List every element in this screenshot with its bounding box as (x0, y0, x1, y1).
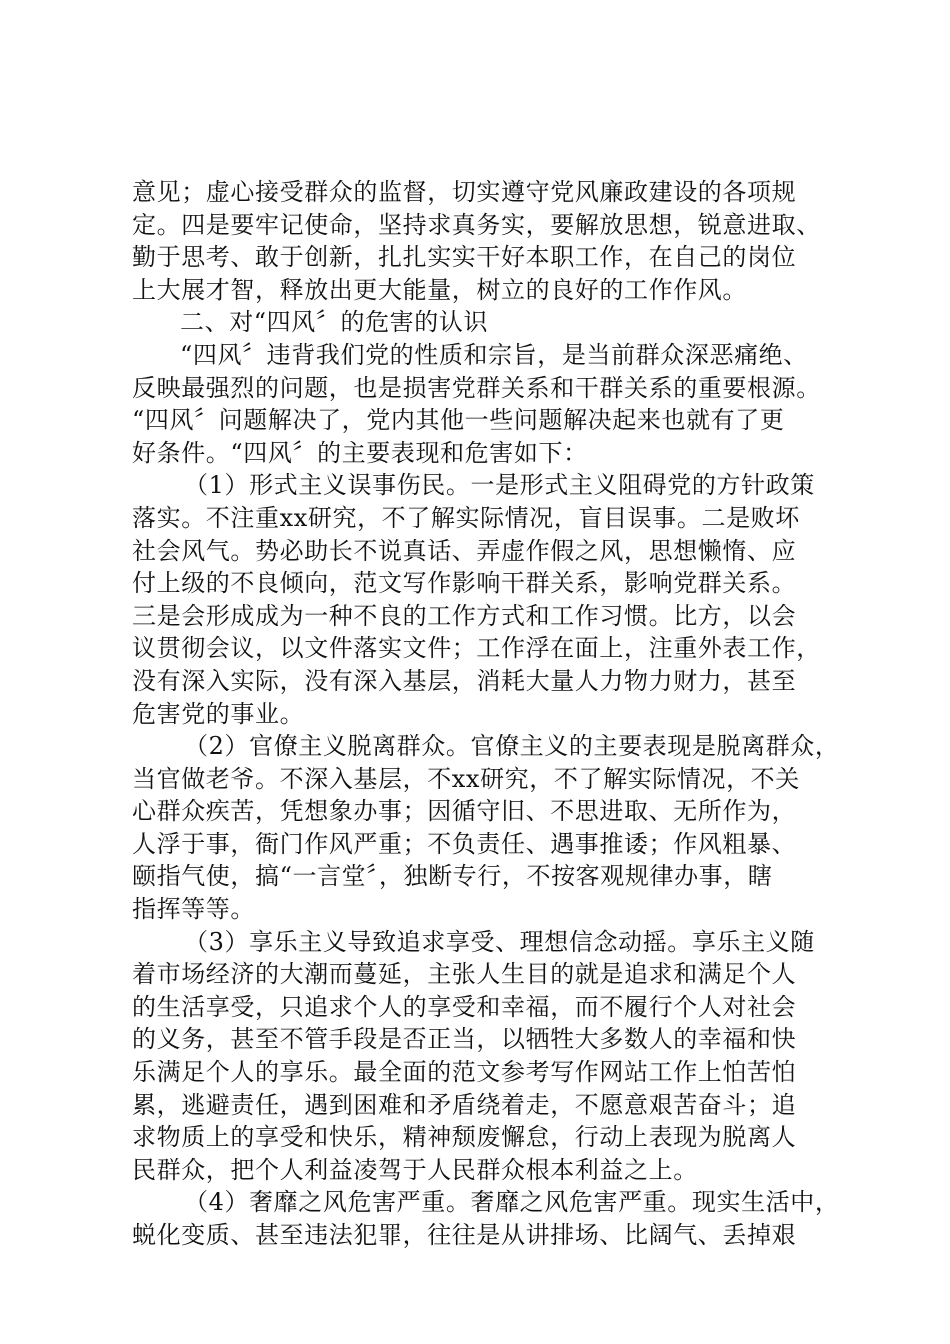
text-line: 好条件。“四风〞的主要表现和危害如下： (132, 438, 588, 467)
four-winds-overview-paragraph (132, 339, 832, 469)
text-line: （2）官僚主义脱离群众。官僚主义的主要表现是脱离群众， (184, 732, 840, 761)
text-line: 蜕化变质、甚至违法犯罪，往往是从讲排场、比阔气、丢掉艰 (132, 1221, 797, 1249)
text-line: （1）形式主义误事伤民。一是形式主义阻碍党的方针政策 (184, 471, 815, 500)
hedonism-paragraph (132, 926, 832, 1187)
text-line: 危害党的事业。 (132, 699, 305, 728)
text-line: 的生活享受，只追求个人的享受和幸福，而不履行个人对社会 (132, 992, 797, 1021)
text-line: 心群众疾苦，凭想象办事；因循守旧、不思进取、无所作为， (132, 797, 797, 826)
text-line: 反映最强烈的问题，也是损害党群关系和干群关系的重要根源。 (132, 373, 821, 402)
text-line: 乐满足个人的享乐。最全面的范文参考写作网站工作上怕苦怕 (132, 1058, 797, 1087)
text-line: 的义务，甚至不管手段是否正当，以牺牲大多数人的幸福和快 (132, 1025, 797, 1054)
text-line: 定。四是要牢记使命，坚持求真务实，要解放思想，锐意进取、 (132, 210, 821, 239)
text-line: 付上级的不良倾向，范文写作影响干群关系，影响党群关系。 (132, 569, 797, 598)
text-line: 上大展才智，释放出更大能量，树立的良好的工作作风。 (132, 275, 747, 304)
text-line: “四风〞违背我们党的性质和宗旨，是当前群众深恶痛绝、 (180, 340, 808, 369)
text-line: 勤于思考、敢于创新，扎扎实实干好本职工作，在自己的岗位 (132, 243, 797, 272)
intro-continuation-paragraph (132, 176, 832, 306)
text-line: 颐指气使，搞“一言堂〞，独断专行，不按客观规律办事，瞎 (132, 862, 773, 891)
text-line: “四风〞问题解决了，党内其他一些问题解决起来也就有了更 (132, 406, 785, 435)
text-line: 落实。不注重xx研究，不了解实际情况，盲目误事。二是败坏 (132, 503, 800, 532)
text-line: 民群众，把个人利益凌驾于人民群众根本利益之上。 (132, 1155, 698, 1184)
text-line: 三是会形成成为一种不良的工作方式和工作习惯。比方，以会 (132, 601, 797, 630)
section-heading-text: 二、对“四风〞的危害的认识 (180, 308, 489, 337)
section-heading (132, 306, 832, 339)
text-line: （3）享乐主义导致追求享受、理想信念动摇。享乐主义随 (184, 927, 815, 956)
text-line: 着市场经济的大潮而蔓延，主张人生目的就是追求和满足个人 (132, 960, 797, 989)
bureaucratism-paragraph (132, 730, 840, 926)
text-line: 议贯彻会议，以文件落实文件；工作浮在面上，注重外表工作， (132, 634, 821, 663)
text-line: 指挥等等。 (132, 895, 255, 924)
text-line: 累，逃避责任，遇到困难和矛盾绕着走，不愿意艰苦奋斗；追 (132, 1090, 797, 1119)
text-line: 意见；虚心接受群众的监督，切实遵守党风廉政建设的各项规 (132, 178, 797, 206)
text-line: 社会风气。势必助长不说真话、弄虚作假之风，思想懒惰、应 (132, 536, 797, 565)
text-line: 没有深入实际，没有深入基层，消耗大量人力物力财力，甚至 (132, 666, 797, 695)
document-page (132, 176, 840, 1252)
extravagance-paragraph (132, 1186, 840, 1251)
text-line: （4）奢靡之风危害严重。奢靡之风危害严重。现实生活中， (184, 1188, 840, 1217)
text-line: 人浮于事，衙门作风严重；不负责任、遇事推诿；作风粗暴、 (132, 829, 797, 858)
text-line: 当官做老爷。不深入基层，不xx研究，不了解实际情况，不关 (132, 764, 800, 793)
formalism-paragraph (132, 469, 832, 730)
text-line: 求物质上的享受和快乐，精神颓废懈怠，行动上表现为脱离人 (132, 1123, 797, 1152)
